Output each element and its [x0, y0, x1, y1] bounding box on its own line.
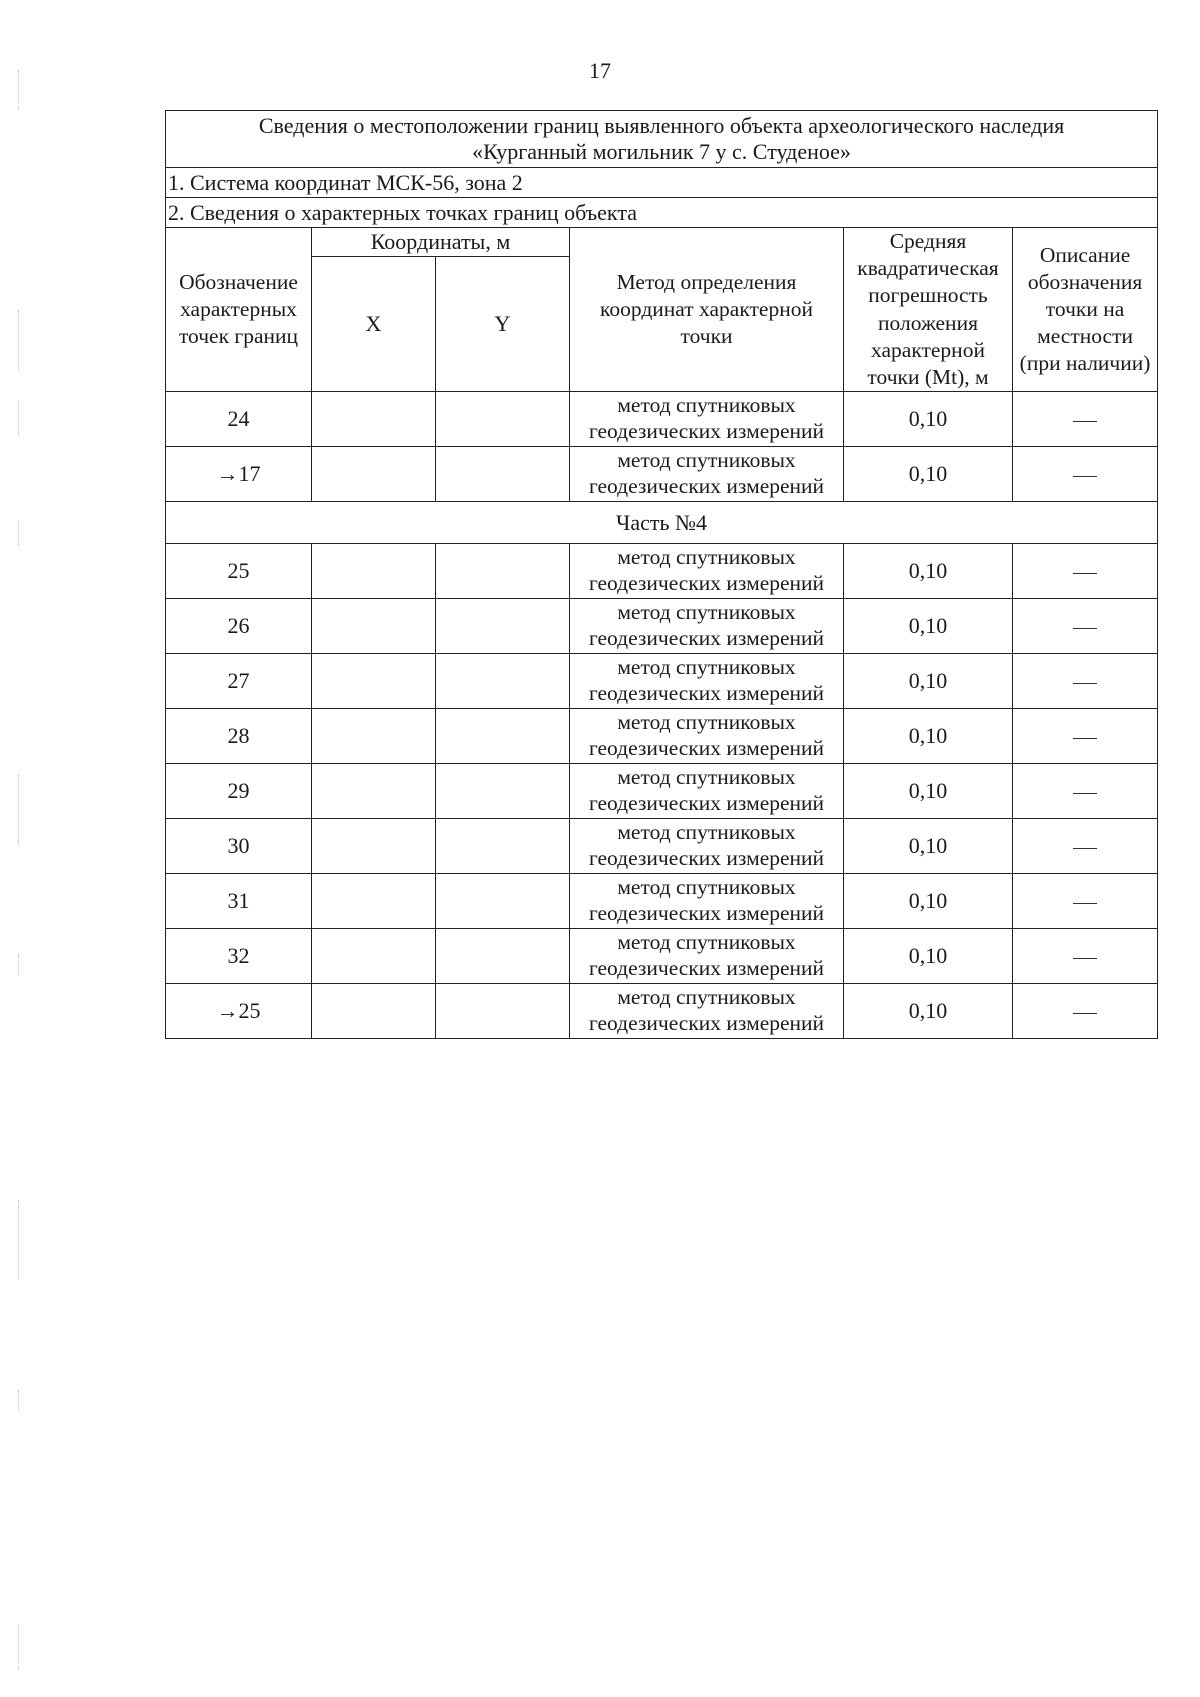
- scan-artifact: [18, 1390, 22, 1410]
- dash-mark: [1073, 903, 1097, 904]
- method-line1: метод спутниковых: [617, 710, 796, 735]
- method-line1: метод спутниковых: [617, 985, 796, 1010]
- table-row: [166, 392, 1158, 447]
- method-line2: геодезических измерений: [588, 474, 825, 498]
- cell-x: [312, 544, 436, 599]
- cell-x: [312, 929, 436, 984]
- method-line2: геодезических измерений: [588, 901, 825, 925]
- cell-method: [570, 984, 844, 1039]
- cell-point: 24: [166, 392, 312, 447]
- cell-description: [1013, 929, 1158, 984]
- method-line1: метод спутниковых: [617, 820, 796, 845]
- cell-error: 0,10: [844, 764, 1013, 819]
- cell-error: 0,10: [844, 544, 1013, 599]
- cell-y: [436, 764, 570, 819]
- method-line1: метод спутниковых: [617, 765, 796, 790]
- scan-artifact: [18, 775, 22, 845]
- cell-error: 0,10: [844, 819, 1013, 874]
- table-row: [166, 544, 1158, 599]
- dash-mark: [1073, 628, 1097, 629]
- dash-mark: [1073, 958, 1097, 959]
- cell-y: [436, 392, 570, 447]
- method-line1: метод спутниковых: [617, 393, 796, 418]
- scan-artifact: [18, 400, 22, 435]
- dash-mark: [1073, 1013, 1097, 1014]
- method-line2: геодезических измерений: [588, 1011, 825, 1035]
- group1-rows: [166, 392, 1158, 502]
- cell-x: [312, 654, 436, 709]
- header-y: Y: [436, 257, 570, 392]
- page-number: 17: [589, 58, 611, 83]
- cell-x: [312, 709, 436, 764]
- cell-y: [436, 654, 570, 709]
- cell-x: [312, 984, 436, 1039]
- cell-description: [1013, 819, 1158, 874]
- table-row: [166, 654, 1158, 709]
- cell-description: [1013, 392, 1158, 447]
- cell-method: [570, 654, 844, 709]
- cell-point: 32: [166, 929, 312, 984]
- cell-method: [570, 929, 844, 984]
- points-heading-row: 2. Сведения о характерных точках границ объекта: [166, 198, 1158, 228]
- dash-mark: [1073, 421, 1097, 422]
- cell-y: [436, 929, 570, 984]
- cell-point: 26: [166, 599, 312, 654]
- cell-x: [312, 819, 436, 874]
- cell-description: [1013, 544, 1158, 599]
- cell-method: [570, 764, 844, 819]
- header-x: X: [312, 257, 436, 392]
- cell-x: [312, 599, 436, 654]
- cell-method: [570, 392, 844, 447]
- scan-artifact: [18, 520, 22, 545]
- cell-description: [1013, 654, 1158, 709]
- cell-method: [570, 874, 844, 929]
- cell-error: 0,10: [844, 874, 1013, 929]
- cell-point: 28: [166, 709, 312, 764]
- cell-description: [1013, 447, 1158, 502]
- cell-x: [312, 447, 436, 502]
- cell-method: [570, 819, 844, 874]
- cell-error: 0,10: [844, 984, 1013, 1039]
- cell-error: 0,10: [844, 447, 1013, 502]
- cell-error: 0,10: [844, 392, 1013, 447]
- method-line1: метод спутниковых: [617, 545, 796, 570]
- table-row: [166, 819, 1158, 874]
- table-row: [166, 764, 1158, 819]
- table-title-line2: «Курганный могильник 7 у с. Студеное»: [472, 139, 851, 164]
- cell-x: [312, 392, 436, 447]
- header-description: Описание обозначения точки на местности (при наличии): [1013, 228, 1158, 392]
- method-line2: геодезических измерений: [588, 419, 825, 443]
- dash-mark: [1073, 683, 1097, 684]
- table-title: [166, 111, 1158, 168]
- cell-point: 27: [166, 654, 312, 709]
- cell-y: [436, 544, 570, 599]
- table-title-line1: Сведения о местоположении границ выявленного объекта археологического наследия: [258, 113, 1065, 139]
- method-line1: метод спутниковых: [617, 875, 796, 900]
- cell-y: [436, 447, 570, 502]
- cell-point: →25: [166, 984, 312, 1039]
- cell-method: [570, 709, 844, 764]
- scan-artifact: [18, 70, 22, 110]
- method-line2: геодезических измерений: [588, 681, 825, 705]
- header-coordinates: Координаты, м: [312, 228, 570, 257]
- method-line2: геодезических измерений: [588, 736, 825, 760]
- scan-artifact: [18, 955, 22, 975]
- method-line2: геодезических измерений: [588, 956, 825, 980]
- method-line1: метод спутниковых: [617, 448, 796, 473]
- cell-point: 31: [166, 874, 312, 929]
- table-row: [166, 599, 1158, 654]
- cell-method: [570, 544, 844, 599]
- cell-error: 0,10: [844, 654, 1013, 709]
- cell-point: 29: [166, 764, 312, 819]
- table-row: [166, 709, 1158, 764]
- cell-point: →17: [166, 447, 312, 502]
- scan-artifact: [18, 1200, 22, 1280]
- coordinate-system-row: 1. Система координат МСК-56, зона 2: [166, 168, 1158, 198]
- cell-error: 0,10: [844, 599, 1013, 654]
- dash-mark: [1073, 738, 1097, 739]
- cell-y: [436, 819, 570, 874]
- table-row: [166, 447, 1158, 502]
- cell-y: [436, 599, 570, 654]
- method-line1: метод спутниковых: [617, 600, 796, 625]
- cell-error: 0,10: [844, 709, 1013, 764]
- part-label-row: Часть №4: [166, 502, 1158, 544]
- scan-artifact: [18, 1625, 22, 1670]
- header-designation: Обозначение характерных точек границ: [166, 228, 312, 392]
- method-line2: геодезических измерений: [588, 791, 825, 815]
- method-line2: геодезических измерений: [588, 626, 825, 650]
- cell-point: 30: [166, 819, 312, 874]
- cell-y: [436, 709, 570, 764]
- header-method: Метод определения координат характерной точки: [570, 228, 844, 392]
- dash-mark: [1073, 793, 1097, 794]
- cell-x: [312, 764, 436, 819]
- method-line2: геодезических измерений: [588, 571, 825, 595]
- table-row: [166, 929, 1158, 984]
- table-row: [166, 984, 1158, 1039]
- boundary-points-table: [165, 110, 1158, 1039]
- cell-error: 0,10: [844, 929, 1013, 984]
- cell-description: [1013, 709, 1158, 764]
- cell-y: [436, 874, 570, 929]
- scan-artifact: [18, 310, 22, 370]
- cell-method: [570, 599, 844, 654]
- method-line1: метод спутниковых: [617, 655, 796, 680]
- table-row: [166, 874, 1158, 929]
- group2-rows: [166, 544, 1158, 1039]
- cell-point: 25: [166, 544, 312, 599]
- dash-mark: [1073, 573, 1097, 574]
- dash-mark: [1073, 476, 1097, 477]
- cell-y: [436, 984, 570, 1039]
- cell-method: [570, 447, 844, 502]
- cell-description: [1013, 984, 1158, 1039]
- method-line1: метод спутниковых: [617, 930, 796, 955]
- cell-description: [1013, 599, 1158, 654]
- cell-description: [1013, 874, 1158, 929]
- cell-description: [1013, 764, 1158, 819]
- header-error: Средняя квадратическая погрешность положения характерной точки (Mt), м: [844, 228, 1013, 392]
- method-line2: геодезических измерений: [588, 846, 825, 870]
- cell-x: [312, 874, 436, 929]
- dash-mark: [1073, 848, 1097, 849]
